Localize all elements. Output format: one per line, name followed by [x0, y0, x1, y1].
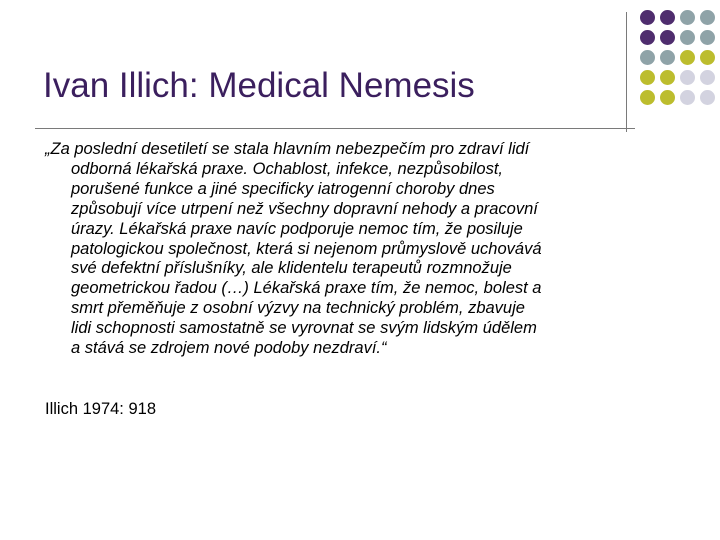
dot — [680, 90, 695, 105]
dot — [660, 50, 675, 65]
quote-line: porušené funkce a jiné specificky iatrogenní choroby dnes — [71, 179, 495, 198]
dot — [660, 90, 675, 105]
quote-line: geometrickou řadou (…) Lékařská praxe tím, že nemoc, bolest a — [71, 279, 542, 298]
quote-line: smrt přeměňuje z osobní výzvy na technický problém, zbavuje — [71, 299, 525, 318]
dot — [640, 70, 655, 85]
dot — [640, 90, 655, 105]
dot — [700, 50, 715, 65]
vertical-divider — [626, 12, 627, 132]
quote-line: lidi schopnosti samostatně se vyrovnat se svým lidským údělem — [71, 319, 537, 338]
citation: Illich 1974: 918 — [45, 400, 156, 418]
dot — [680, 10, 695, 25]
dot — [640, 50, 655, 65]
quote-line: úrazy. Lékařská praxe navíc podporuje nemoc tím, že posiluje — [71, 219, 523, 238]
quote-line: způsobují více utrpení než všechny dopravní nehody a pracovní — [71, 199, 538, 218]
dot — [680, 30, 695, 45]
horizontal-divider — [35, 128, 635, 129]
quote-line: a stává se zdrojem nové podoby nezdraví.“ — [71, 339, 387, 358]
quote-line: odborná lékařská praxe. Ochablost, infekce, nezpůsobilost, — [71, 159, 503, 178]
quote-line: „Za poslední desetiletí se stala hlavním nebezpečím pro zdraví lidí — [45, 140, 530, 158]
dot — [700, 70, 715, 85]
dot — [680, 50, 695, 65]
quote-line: své defektní příslušníky, ale klidentelu terapeutů rozmnožuje — [71, 259, 512, 278]
dot — [640, 30, 655, 45]
dot — [660, 70, 675, 85]
quote-block — [45, 140, 673, 359]
dot — [660, 10, 675, 25]
dot — [700, 10, 715, 25]
dot — [700, 30, 715, 45]
dot — [700, 90, 715, 105]
dot — [660, 30, 675, 45]
dot — [640, 10, 655, 25]
decorative-dot-grid — [640, 10, 720, 110]
dot — [680, 70, 695, 85]
quote-line: patologickou společnost, která si nejenom průmyslově uchovává — [71, 239, 542, 258]
slide-title: Ivan Illich: Medical Nemesis — [43, 66, 475, 105]
